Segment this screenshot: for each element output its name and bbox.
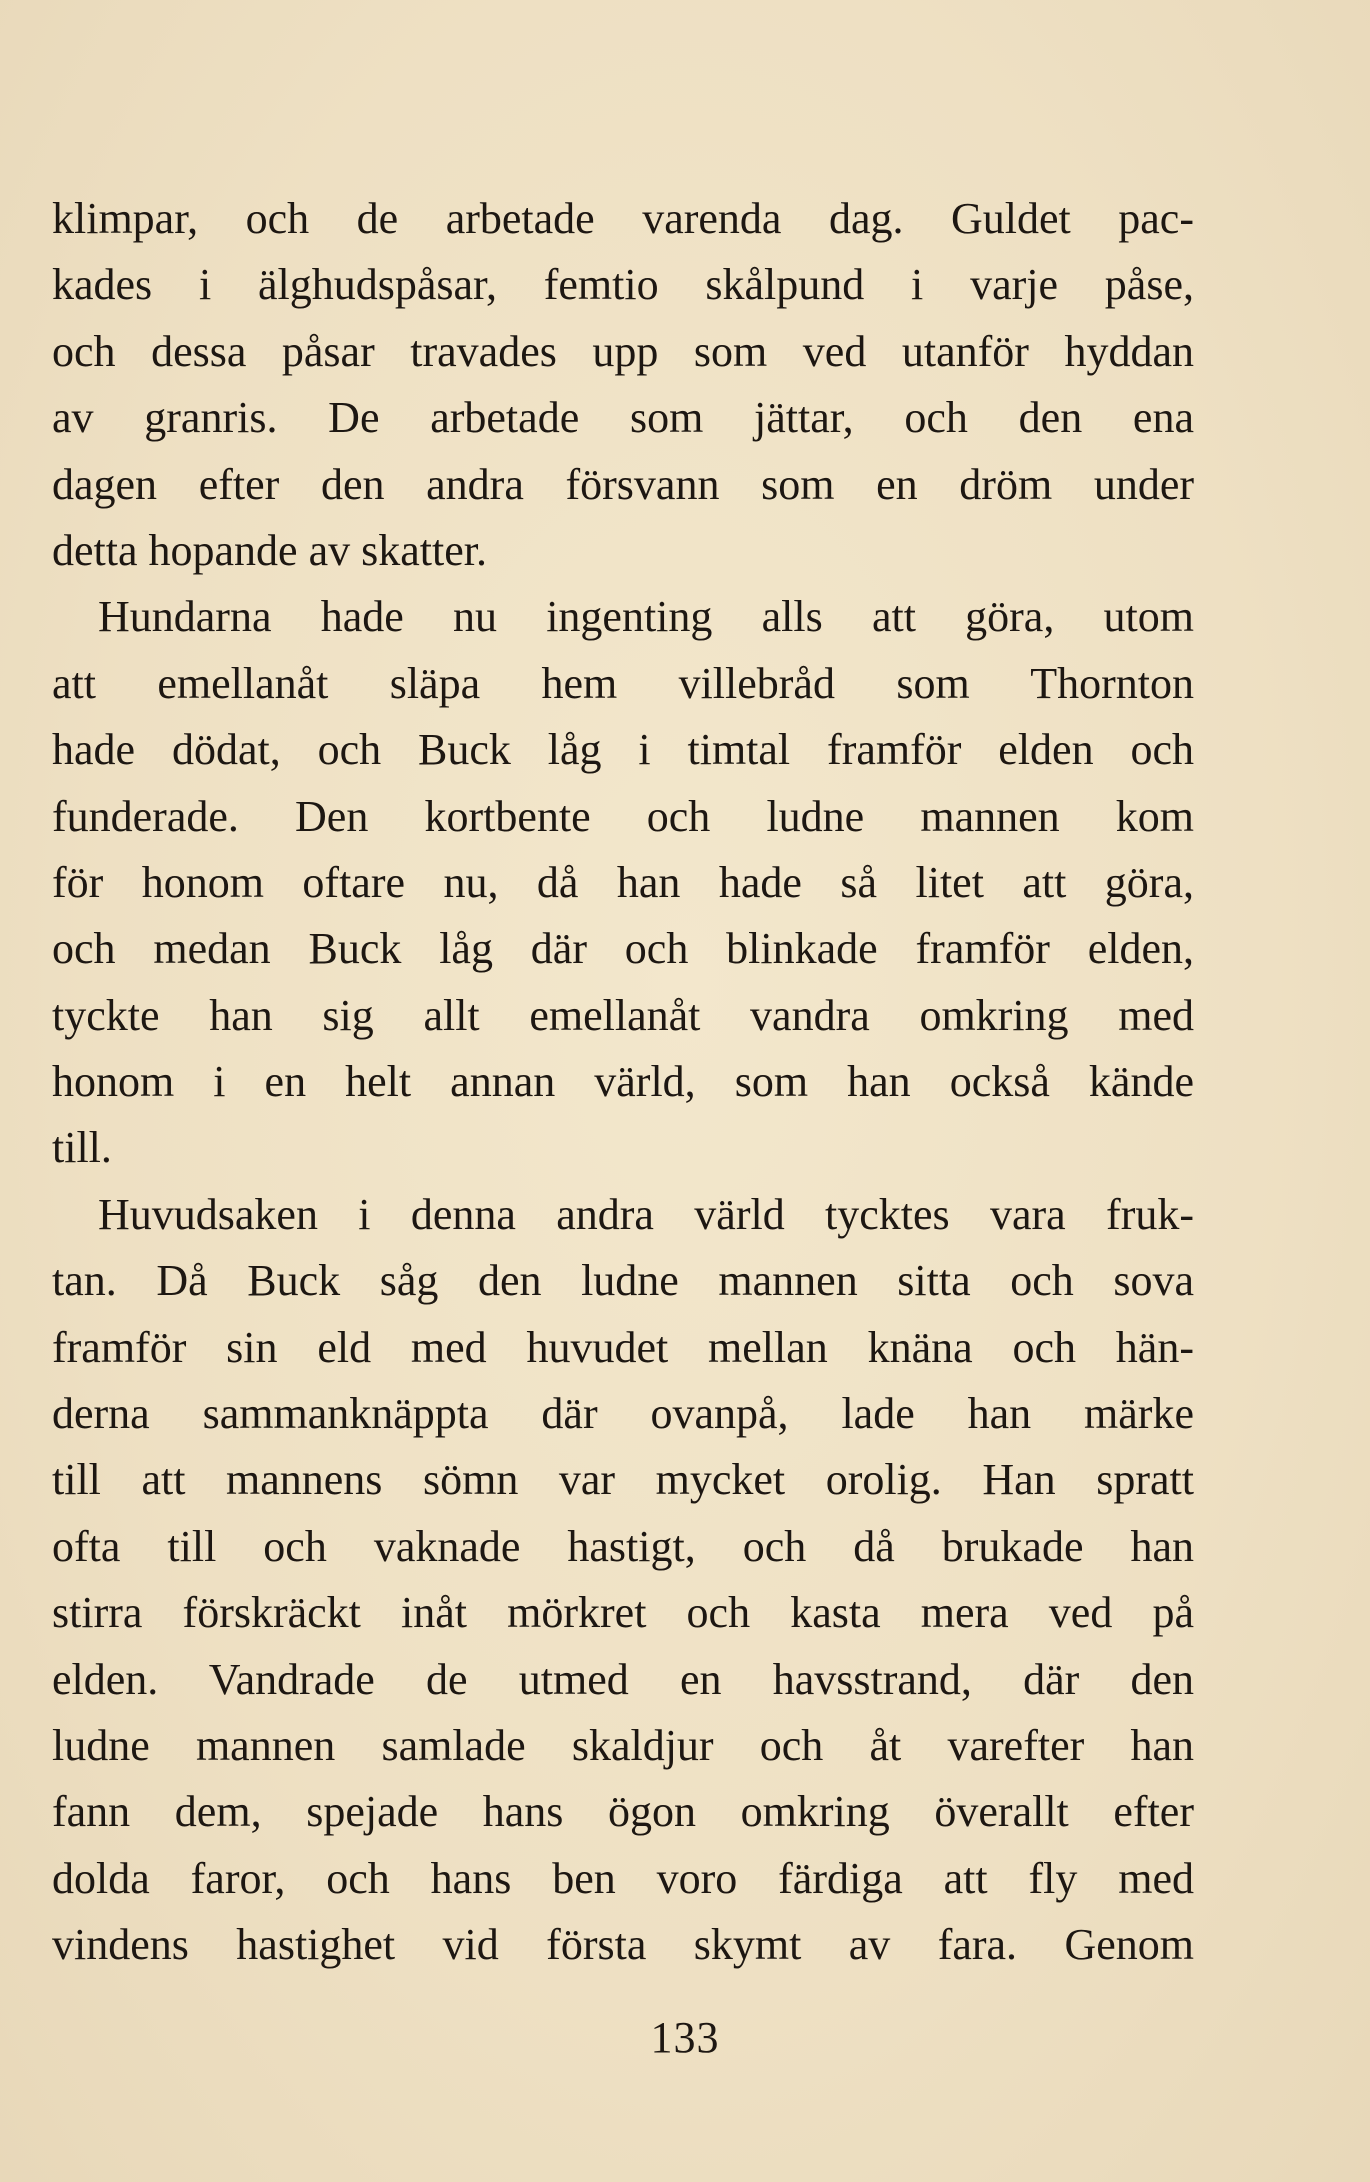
text-line: tyckte han sig allt emellanåt vandra omkring med [52, 990, 1194, 1040]
text-line: till att mannens sömn var mycket orolig. Han spratt [52, 1455, 1194, 1505]
text-line: kades i älghudspåsar, femtio skålpund i varje påse, [52, 260, 1194, 310]
text-line: ludne mannen samlade skaldjur och åt varefter han [52, 1720, 1194, 1770]
text-line: för honom oftare nu, då han hade så litet att göra, [52, 857, 1194, 907]
text-line: Hundarna hade nu ingenting alls att göra, utom [98, 592, 1194, 642]
text-line: och dessa påsar travades upp som ved utanför hyddan [52, 326, 1194, 376]
paragraph-3 [52, 1182, 1194, 1979]
text-line: fann dem, spejade hans ögon omkring överallt efter [52, 1787, 1194, 1837]
text-line: framför sin eld med huvudet mellan knäna och hän- [52, 1322, 1194, 1372]
text-line: dolda faror, och hans ben voro färdiga att fly med [52, 1853, 1194, 1903]
text-line: honom i en helt annan värld, som han också kände [52, 1057, 1194, 1107]
text-line: ofta till och vaknade hastigt, och då brukade han [52, 1521, 1194, 1571]
text-line: tan. Då Buck såg den ludne mannen sitta och sova [52, 1256, 1194, 1306]
page-number: 133 [650, 2013, 720, 2062]
text-line: detta hopande av skatter. [52, 525, 487, 575]
text-line: hade dödat, och Buck låg i timtal framför elden och [52, 725, 1194, 775]
text-line: av granris. De arbetade som jättar, och den ena [52, 393, 1194, 443]
text-line: att emellanåt släpa hem villebråd som Thornton [52, 658, 1194, 708]
text-line: vindens hastighet vid första skymt av fara. Genom [52, 1920, 1194, 1970]
text-line: Huvudsaken i denna andra värld tycktes vara fruk- [98, 1189, 1194, 1239]
text-line: och medan Buck låg där och blinkade framför elden, [52, 924, 1194, 974]
text-line: stirra förskräckt inåt mörkret och kasta mera ved på [52, 1588, 1194, 1638]
paragraph-1 [52, 186, 1194, 584]
paragraph-2 [52, 584, 1194, 1182]
text-line: dagen efter den andra försvann som en dröm under [52, 459, 1194, 509]
text-line: klimpar, och de arbetade varenda dag. Guldet pac- [52, 194, 1194, 243]
text-line: derna sammanknäppta där ovanpå, lade han märke [52, 1389, 1194, 1439]
text-line: funderade. Den kortbente och ludne mannen kom [52, 791, 1194, 841]
body-text [52, 186, 1194, 1979]
text-line: till. [52, 1123, 112, 1173]
text-line: elden. Vandrade de utmed en havsstrand, där den [52, 1654, 1194, 1704]
